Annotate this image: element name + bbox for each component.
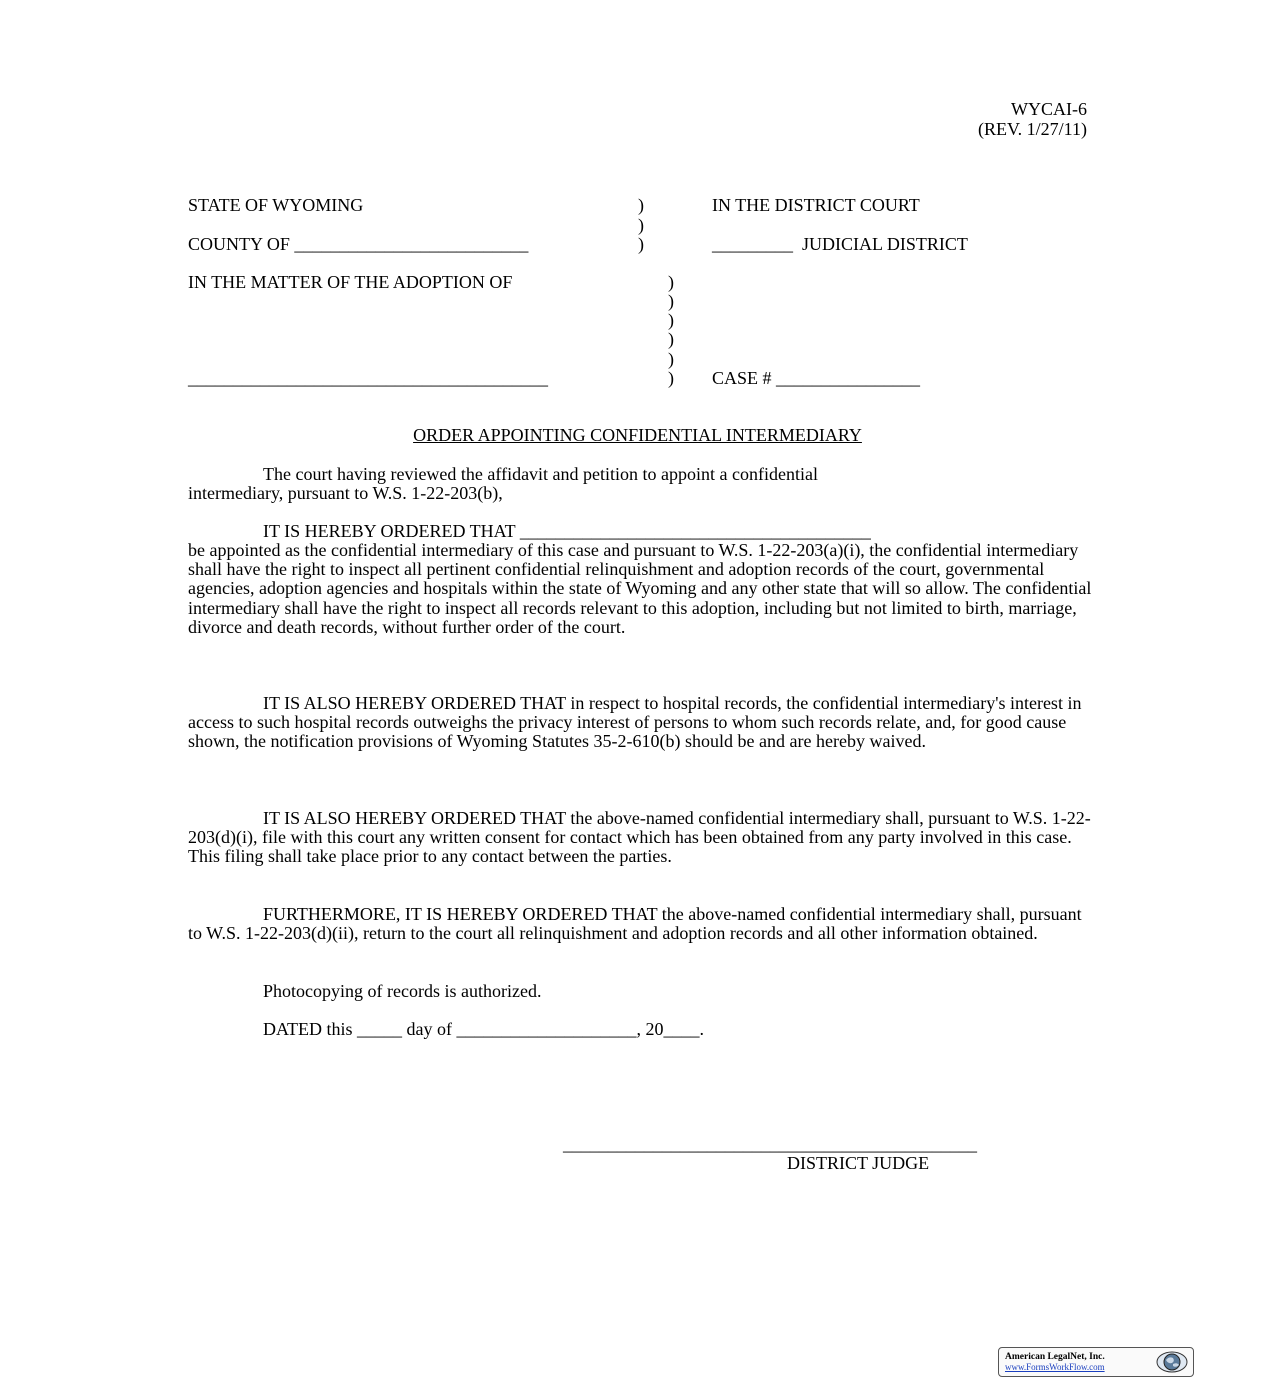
footer-url[interactable]: www.FormsWorkFlow.com xyxy=(1005,1362,1105,1372)
paragraph-4-body: the above-named confidential intermediary shall, pursuant to W.S. 1-22-203(d)(i), file with this court any written consent for contact which has been obtained from any party involved in this case. This filing shall take place prior to any contact between the parties. xyxy=(188,808,1091,867)
caption-paren: ) xyxy=(668,349,674,369)
form-number: WYCAI-6 xyxy=(1011,99,1087,119)
paragraph-3-lead: IT IS ALSO HEREBY ORDERED THAT xyxy=(263,693,566,713)
paragraph-5-lead: FURTHERMORE, IT IS HEREBY ORDERED THAT xyxy=(263,904,658,924)
paragraph-2-lead: IT IS HEREBY ORDERED THAT _______________________________________ xyxy=(263,521,871,541)
paragraph-4 xyxy=(188,809,1093,867)
caption-matter: IN THE MATTER OF THE ADOPTION OF xyxy=(188,272,513,292)
caption-paren: ) xyxy=(638,195,644,215)
caption-paren: ) xyxy=(668,291,674,311)
signature-line: ______________________________________________ xyxy=(563,1134,977,1154)
caption-court: IN THE DISTRICT COURT xyxy=(712,195,920,215)
caption-paren: ) xyxy=(638,234,644,254)
paragraph-3 xyxy=(188,694,1093,752)
paragraph-1-line-1: The court having reviewed the affidavit and petition to appoint a confidential xyxy=(263,464,818,484)
paragraph-3-body: in respect to hospital records, the confidential intermediary's interest in access to such hospital records outweighs the privacy interest of persons to whom such records relate, and, for good cause shown, the notification provisions of Wyoming Statutes 35-2-610(b) should be and are hereby waived. xyxy=(188,693,1082,752)
footer-badge xyxy=(998,1347,1194,1377)
caption-paren: ) xyxy=(668,329,674,349)
paragraph-4-lead: IT IS ALSO HEREBY ORDERED THAT xyxy=(263,808,566,828)
form-revision: (REV. 1/27/11) xyxy=(977,119,1087,139)
paragraph-1-line-2: intermediary, pursuant to W.S. 1-22-203(b), xyxy=(188,483,503,503)
paragraph-5-body: the above-named confidential intermediary shall, pursuant to W.S. 1-22-203(d)(ii), return to the court all relinquishment and adoption records and all other information obtained. xyxy=(188,904,1082,944)
caption-paren: ) xyxy=(638,215,644,235)
caption-paren: ) xyxy=(668,310,674,330)
caption-paren: ) xyxy=(668,368,674,388)
document-title: ORDER APPOINTING CONFIDENTIAL INTERMEDIARY xyxy=(413,425,862,445)
paragraph-6: Photocopying of records is authorized. xyxy=(263,981,542,1001)
signature-label: DISTRICT JUDGE xyxy=(787,1153,930,1173)
adoptee-name-blank: ________________________________________ xyxy=(188,368,548,388)
paragraph-2-body: be appointed as the confidential intermediary of this case and pursuant to W.S. 1-22-203(a)(i), the confidential intermediary shall have the right to inspect all pertinent confidential relinquishment and adoption records of the court, governmental agencies, adoption agencies and hospitals within the state of Wyoming and any other state that will so allow. The confidential intermediary shall have the right to inspect all records relevant to this adoption, including but not limited to birth, marriage, divorce and death records, without further order of the court. xyxy=(188,540,1092,637)
caption-paren: ) xyxy=(668,272,674,292)
caption-district: _________ JUDICIAL DISTRICT xyxy=(712,234,968,254)
caption-state: STATE OF WYOMING xyxy=(188,195,364,215)
dated-line: DATED this _____ day of ____________________, 20____. xyxy=(263,1019,704,1039)
caption-county: COUNTY OF __________________________ xyxy=(188,234,529,254)
globe-logo-icon xyxy=(1155,1350,1189,1374)
footer-company: American LegalNet, Inc. xyxy=(1005,1352,1105,1362)
paragraph-5 xyxy=(188,905,1093,943)
caption-case-number: CASE # ________________ xyxy=(712,368,921,388)
